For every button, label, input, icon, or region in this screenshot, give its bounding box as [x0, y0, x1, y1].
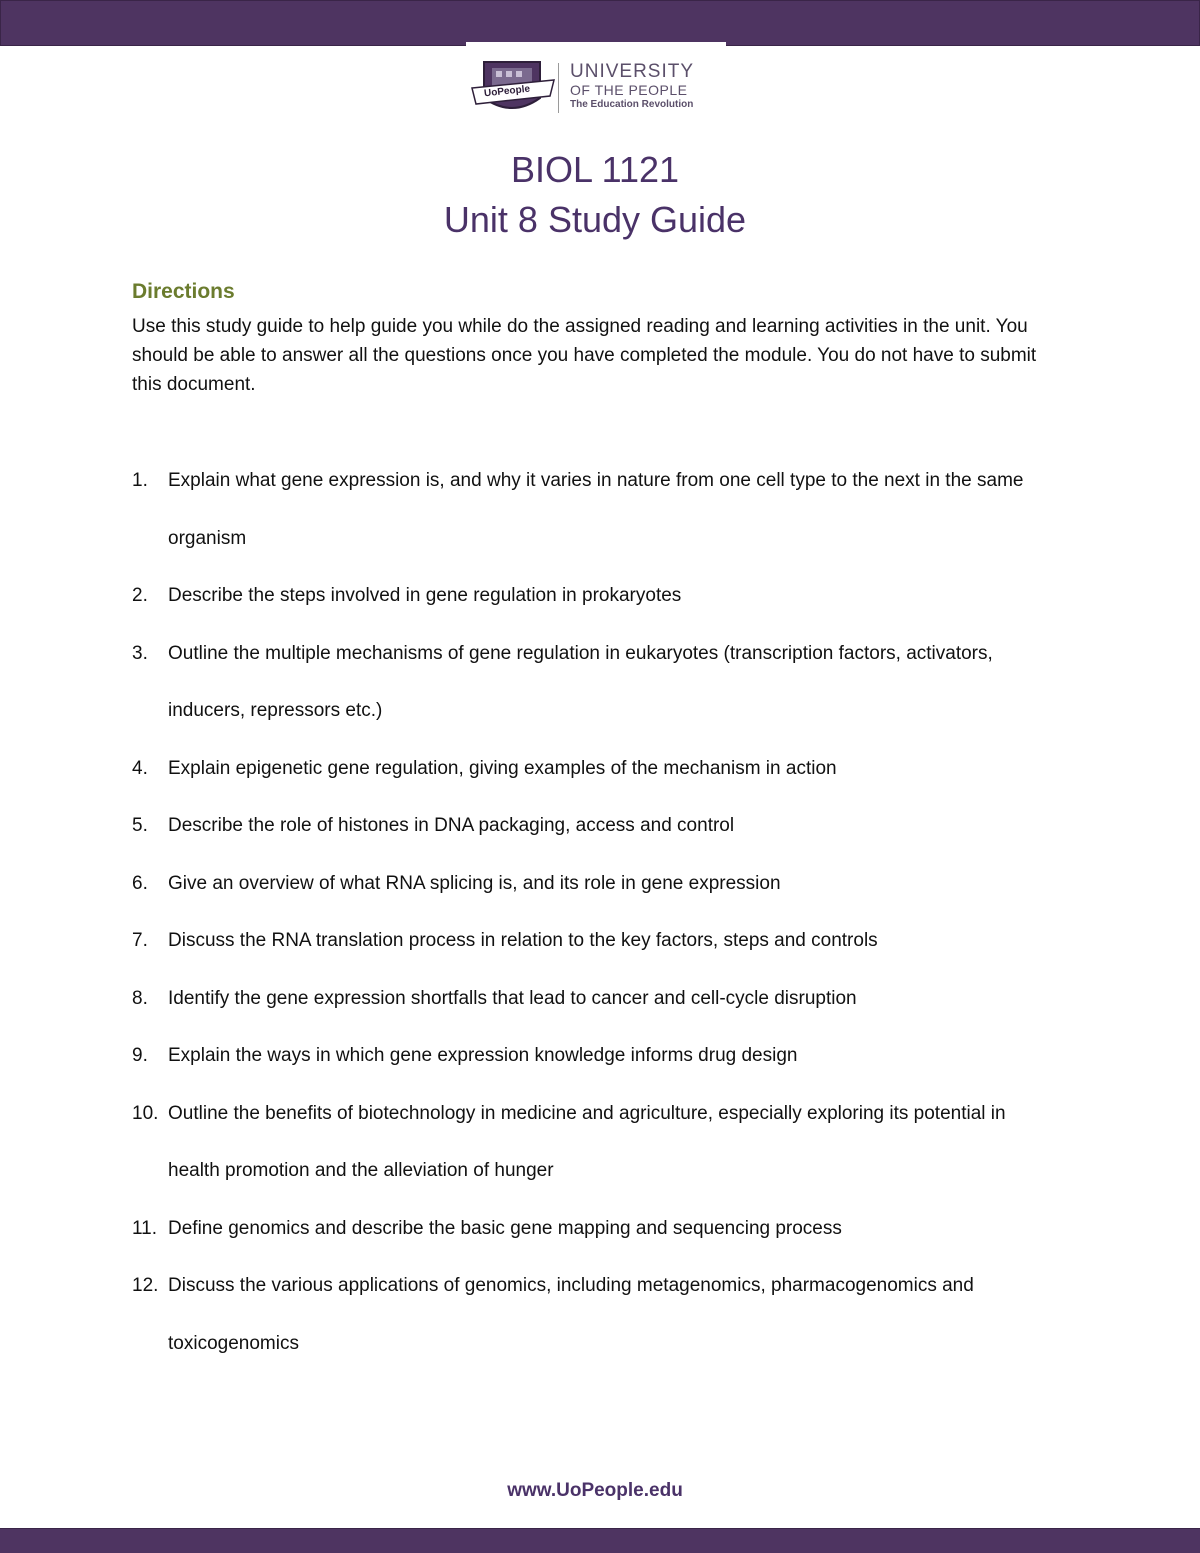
- list-item: [132, 1085, 1062, 1200]
- logo-wordmark: [570, 62, 694, 112]
- list-item: [132, 1027, 1062, 1085]
- question-number: 9.: [132, 1045, 148, 1066]
- question-text: Outline the multiple mechanisms of gene regulation in eukaryotes (transcription factors, activators, inducers, repressors etc.): [168, 642, 993, 721]
- list-item: [132, 567, 1062, 625]
- question-number: 7.: [132, 930, 148, 951]
- question-number: 2.: [132, 585, 148, 606]
- logo-line-of-the-people: OF THE PEOPLE: [570, 82, 688, 98]
- question-text: Explain epigenetic gene regulation, giving examples of the mechanism in action: [168, 757, 837, 779]
- list-item: [132, 797, 1062, 855]
- question-number: 11.: [132, 1217, 158, 1239]
- logo-divider: [558, 63, 559, 113]
- list-item: [132, 970, 1062, 1028]
- logo-tagline: The Education Revolution: [570, 99, 694, 110]
- logo-line-university: UNIVERSITY: [570, 61, 695, 82]
- question-text: Describe the role of histones in DNA packaging, access and control: [168, 815, 735, 836]
- question-text: Explain the ways in which gene expression knowledge informs drug design: [168, 1045, 798, 1066]
- question-number: 12.: [132, 1275, 159, 1296]
- footer-url[interactable]: www.UoPeople.edu: [507, 1480, 683, 1501]
- question-number: 10.: [132, 1102, 159, 1124]
- question-list: [132, 452, 1062, 1372]
- list-item: [132, 855, 1062, 913]
- question-text: Discuss the various applications of genomics, including metagenomics, pharmacogenomics and toxicogenomics: [168, 1275, 974, 1354]
- question-text: Give an overview of what RNA splicing is, and its role in gene expression: [168, 872, 781, 894]
- course-title: BIOL 1121: [510, 149, 680, 190]
- guide-title: Unit 8 Study Guide: [443, 199, 747, 240]
- list-item: [132, 912, 1062, 970]
- question-number: 6.: [132, 872, 148, 894]
- question-text: Define genomics and describe the basic gene mapping and sequencing process: [168, 1217, 842, 1239]
- question-number: 8.: [132, 987, 148, 1009]
- footer-band: [0, 1528, 1200, 1553]
- question-number: 3.: [132, 642, 148, 664]
- question-text: Discuss the RNA translation process in relation to the key factors, steps and controls: [168, 930, 878, 951]
- question-text: Describe the steps involved in gene regulation in prokaryotes: [168, 585, 682, 606]
- header-band: [0, 0, 1200, 46]
- list-item: [132, 1200, 1062, 1258]
- list-item: [132, 452, 1062, 567]
- header-band-notch: [466, 42, 726, 48]
- question-text: Identify the gene expression shortfalls that lead to cancer and cell-cycle disruption: [168, 987, 857, 1009]
- question-text: Outline the benefits of biotechnology in medicine and agriculture, especially exploring its potential in health promotion and the alleviation of hunger: [168, 1102, 1006, 1181]
- list-item: [132, 625, 1062, 740]
- question-number: 4.: [132, 757, 148, 779]
- seal-badge-text: UoPeople: [483, 83, 531, 100]
- directions-text: Use this study guide to help guide you while do the assigned reading and learning activities in the unit. You should be able to answer all the questions once you have completed the module. You do not have to submit this document.: [132, 316, 1037, 395]
- question-text: Explain what gene expression is, and why it varies in nature from one cell type to the next in the same organism: [168, 470, 1024, 549]
- question-number: 1.: [132, 470, 148, 491]
- directions-heading: Directions: [132, 280, 235, 303]
- question-number: 5.: [132, 815, 148, 836]
- list-item: [132, 740, 1062, 798]
- list-item: [132, 1257, 1062, 1372]
